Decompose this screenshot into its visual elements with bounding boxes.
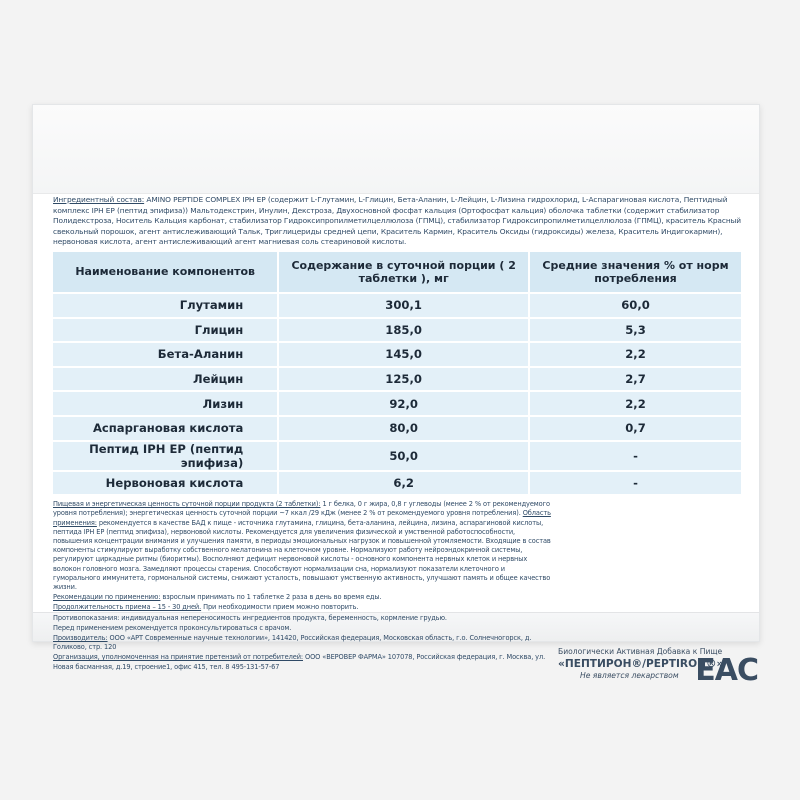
table-row <box>53 416 741 441</box>
component-name: Аспаргановая кислота <box>53 416 278 441</box>
component-name: Бета-Аланин <box>53 342 278 367</box>
component-name: Лизин <box>53 391 278 416</box>
application-text: рекомендуется в качестве БАД к пище - источника глутамина, глицина, бета-аланина, лейцина, лизина, аспарагиновой кислоты, пептида IPH EP (пептид эпифиза), нервоновой кислоты. Рекомендуется для увеличения физической и умственной работоспособности, повышения концентрации внимания и улучшения памяти, в периоды эмоциональных нагрузок и повышенной утомляемости. Входящие в состав компоненты стимулируют выработку собственного мелатонина на клеточном уровне. Нормализуют работу нейроэндокринной системы, регулируют циркадные ритмы (биоритмы). Восполняют дефицит нервоновой кислоты - основного компонента нервных клеток и нервных волокон головного мозга. Замедляют процессы старения. Способствуют нормализации сна, нормализуют показатели клеточного и гуморального иммунитета, гормональной системы, снижают усталость, повышают умственную активность, улучшают память и общее качество жизни. <box>53 518 551 591</box>
component-name: Лейцин <box>53 367 278 392</box>
table-row <box>53 293 741 318</box>
box-top-edge <box>33 105 759 194</box>
usage-note <box>53 593 553 602</box>
component-percent: 2,7 <box>529 367 741 392</box>
nutrition-value-text: 1 г белка, 0 г жира, 0,8 г углеводы (менее 2 % от рекомендуемого уровня потребления); энергетическая ценность суточной порции ~7 ккал /29 кДж (менее 2 % от рекомендуемого уровня потребления). <box>53 500 550 518</box>
claims-label: Организация, уполномоченная на принятие претензий от потребителей: <box>53 653 303 662</box>
component-percent: - <box>529 471 741 495</box>
duration-note <box>53 603 553 612</box>
brand-category: Биологически Активная Добавка к Пище <box>558 647 723 656</box>
not-a-drug-note: Не является лекарством <box>580 671 679 680</box>
component-percent: - <box>529 441 741 471</box>
table-header-row <box>53 252 741 293</box>
manufacturer-text: ООО «АРТ Современные научные технологии», 141420, Российская федерация, Московская область, г.о. Солнечногорск, д. Голиково, стр. 120 <box>53 633 532 652</box>
duration-text: При необходимости прием можно повторить. <box>201 603 359 612</box>
component-percent: 60,0 <box>529 293 741 318</box>
table-body <box>53 293 741 494</box>
component-amount: 80,0 <box>278 416 529 441</box>
nutrition-value-label: Пищевая и энергетическая ценность суточной порции продукта (2 таблетки): <box>53 500 321 509</box>
table-row <box>53 367 741 392</box>
component-amount: 300,1 <box>278 293 529 318</box>
usage-label: Рекомендации по применению: <box>53 593 161 602</box>
claims-note <box>53 653 553 671</box>
manufacturer-note <box>53 634 553 652</box>
ingredients-list: AMINO PEPTIDE COMPLEX IPH EP (содержит L-Глутамин, L-Глицин, Бета-Аланин, L-Лейцин, L-Лизина гидрохлорид, L-Аспарагиновая кислота, Пептидный комплекс IPH EP (пептид эпифиза)) Мальтодекстрин, Инулин, Декстроза, Двухосновной фосфат кальция (Ортофосфат кальция) оболочка таблетки (содержит стабилизатор Полидекстроза, Носитель Кальция карбонат, стабилизатор Гидроксипропилметилцеллюлоза (ГПМЦ), стабилизатор Гидроксипропилметилцеллюлоза (ГПМЦ), краситель Красный свекольный порошок, агент антислеживающий Тальк, Триглицериды средней цепи, Краситель Кармин, Краситель Оксиды (гидроксиды) железа, Краситель Индигокармин), нервоновая кислота, агент антислеживающий агент магниевая соль стеариновой кислоты. <box>53 195 741 247</box>
contraindications-note: Противопоказания: индивидуальная непереносимость ингредиентов продукта, беременность, кормление грудью. <box>53 613 447 622</box>
header-components: Наименование компонентов <box>53 252 278 293</box>
component-amount: 92,0 <box>278 391 529 416</box>
table-row <box>53 391 741 416</box>
table-row <box>53 471 741 495</box>
usage-text: взрослым принимать по 1 таблетке 2 раза в день во время еды. <box>160 593 382 602</box>
nutrition-value-note <box>53 500 553 592</box>
application-label: Область применения: <box>53 509 551 527</box>
component-percent: 5,3 <box>529 318 741 343</box>
label-panel <box>53 195 758 688</box>
table-row <box>53 342 741 367</box>
ingredients-text <box>53 195 741 248</box>
component-percent: 2,2 <box>529 342 741 367</box>
component-amount: 50,0 <box>278 441 529 471</box>
brand-block <box>558 647 758 688</box>
claims-text: ООО «ВЕРОВЕР ФАРМА» 107078, Российская федерация, г. Москва, ул. Новая басманная, д.19, строение1, офис 415, тел. 8 495-131-57-67 <box>53 653 546 671</box>
product-box <box>32 104 760 688</box>
manufacturer-label: Производитель: <box>53 633 108 642</box>
consult-note: Перед применением рекомендуется проконсультироваться с врачом. <box>53 623 292 632</box>
component-amount: 125,0 <box>278 367 529 392</box>
ingredients-label: Ингредиентный состав: <box>53 195 145 204</box>
component-percent: 0,7 <box>529 416 741 441</box>
header-amount: Содержание в суточной порции ( 2 таблетки ), мг <box>278 252 529 293</box>
component-percent: 2,2 <box>529 391 741 416</box>
component-name: Глутамин <box>53 293 278 318</box>
table-row <box>53 318 741 343</box>
component-amount: 6,2 <box>278 471 529 495</box>
component-amount: 185,0 <box>278 318 529 343</box>
eac-mark-icon: ЕАС <box>695 653 758 688</box>
duration-label: Продолжительность приема – 15 - 30 дней. <box>53 603 202 612</box>
table-row <box>53 441 741 471</box>
component-amount: 145,0 <box>278 342 529 367</box>
brand-name: «ПЕПТИРОН®/PEPTIRON®» <box>558 658 724 670</box>
component-name: Нервоновая кислота <box>53 471 278 495</box>
component-name: Глицин <box>53 318 278 343</box>
nutrition-table <box>53 252 741 494</box>
header-percent: Средние значения % от норм потребления <box>529 252 741 293</box>
component-name: Пептид IPH EP (пептид эпифиза) <box>53 441 278 471</box>
notes-text <box>53 500 553 672</box>
